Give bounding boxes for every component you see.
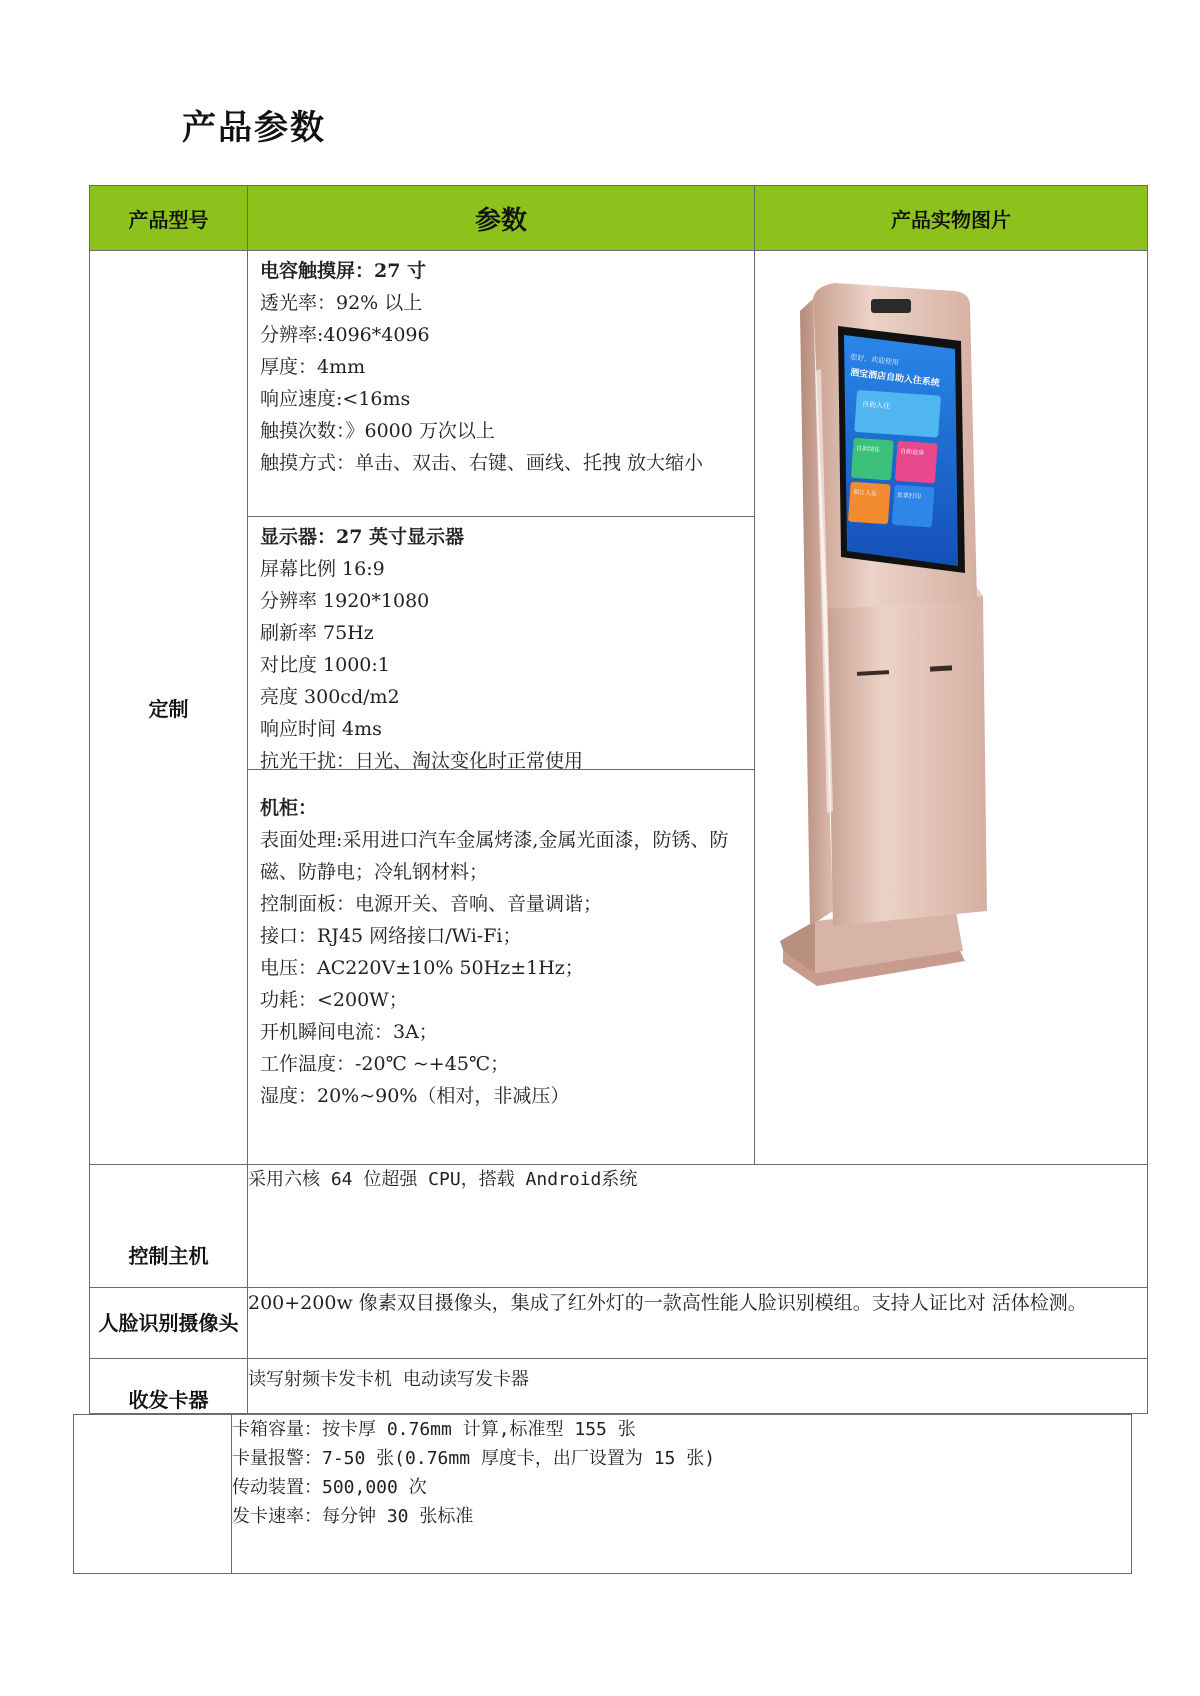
card-box-line: 卡箱容量：按卡厚 0.76mm 计算,标准型 155 张 [232,1419,636,1440]
card-box-empty-cell [74,1415,232,1574]
card-box-row [74,1415,1132,1574]
display-line: 对比度 1000:1 [260,654,390,676]
display-line: 亮度 300cd/m2 [260,686,400,708]
cabinet-line: 接口：RJ45 网络接口/Wi-Fi； [260,925,522,947]
card-box-text-cell [232,1415,1132,1574]
touch-screen-block [248,251,754,516]
card-box-line: 发卡速率：每分钟 30 张标准 [232,1506,474,1527]
camera-model-cell: 人脸识别摄像头 [90,1288,248,1359]
camera-text-cell: 200+200w 像素双目摄像头，集成了红外灯的一款高性能人脸识别模组。支持人证比对 活体检测。 [248,1288,1148,1359]
spec-table [89,185,1148,1414]
custom-params-cell [248,251,755,1165]
card-model-cell: 收发卡器 [90,1359,248,1414]
display-line: 抗光干扰：日光、淘汰变化时正常使用 [260,750,584,772]
table-row-host [90,1165,1148,1288]
touch-line: 厚度：4mm [260,356,366,378]
header-photo: 产品实物图片 [755,186,1148,251]
card-box-line: 卡量报警：7-50 张(0.76mm 厚度卡，出厂设置为 15 张) [232,1448,716,1469]
display-block [248,516,754,772]
cabinet-line: 表面处理:采用进口汽车金属烤漆,金属光面漆，防锈、防磁、防静电；冷轧钢材料； [260,829,729,883]
cabinet-line: 功耗：<200W； [260,989,408,1011]
touch-line: 触摸方式：单击、双击、右键、画线、托拽 放大缩小 [260,452,704,474]
touch-line: 分辨率:4096*4096 [260,324,430,346]
cabinet-head: 机柜： [260,797,318,819]
cabinet-line: 开机瞬间电流：3A； [260,1021,438,1043]
tile-checkout-label: 自助退房 [899,448,925,457]
tile-invoice-label: 发票打印 [896,491,922,501]
display-head: 显示器：27 英寸显示器 [260,526,465,548]
screen-system-name: 酒宝酒店自助入住系统 [849,368,941,389]
tile-checkin [854,390,941,438]
host-model-cell: 控制主机 [90,1165,248,1288]
display-line: 屏幕比例 16:9 [260,558,385,580]
touch-head: 电容触摸屏：27 寸 [260,260,427,282]
tile-reserve-label: 预订入住 [852,488,878,498]
product-photo-cell [755,251,1148,1165]
cabinet-line: 控制面板：电源开关、音响、音量调谐； [260,893,603,915]
display-line: 分辨率 1920*1080 [260,590,430,612]
card-box-line: 传动装置：500,000 次 [232,1477,427,1498]
table-row-camera [90,1288,1148,1359]
kiosk-photo [755,251,1148,1160]
screen-greeting: 您好，欢迎使用 [849,353,900,367]
table-row-card [90,1359,1148,1414]
cabinet-line: 工作温度：-20℃ ~+45℃； [260,1053,510,1075]
touch-line: 响应速度:<16ms [260,388,411,410]
table-header-row [90,186,1148,251]
display-line: 刷新率 75Hz [260,622,374,644]
table-row-custom [90,251,1148,1165]
page-title: 产品参数 [182,108,326,148]
tile-extend-label: 自助续住 [855,444,881,454]
card-box-table [73,1414,1132,1574]
touch-line: 透光率：92% 以上 [260,292,423,314]
custom-model-cell: 定制 [90,251,248,1165]
cabinet-block [248,769,754,1116]
tile-checkin-label: 自助入住 [861,400,891,411]
display-line: 响应时间 4ms [260,718,382,740]
header-params: 参数 [248,186,755,251]
touch-line: 触摸次数：》6000 万次以上 [260,420,495,442]
camera-module [871,299,911,313]
cabinet-line: 电压：AC220V±10% 50Hz±1Hz； [260,957,584,979]
card-text-cell: 读写射频卡发卡机 电动读写发卡器 [248,1359,1148,1414]
kiosk-lower-cabinet [827,596,987,926]
cabinet-line: 湿度：20%~90%（相对，非减压） [260,1085,570,1107]
header-model: 产品型号 [90,186,248,251]
host-text-cell: 采用六核 64 位超强 CPU，搭载 Android系统 [248,1165,1148,1288]
